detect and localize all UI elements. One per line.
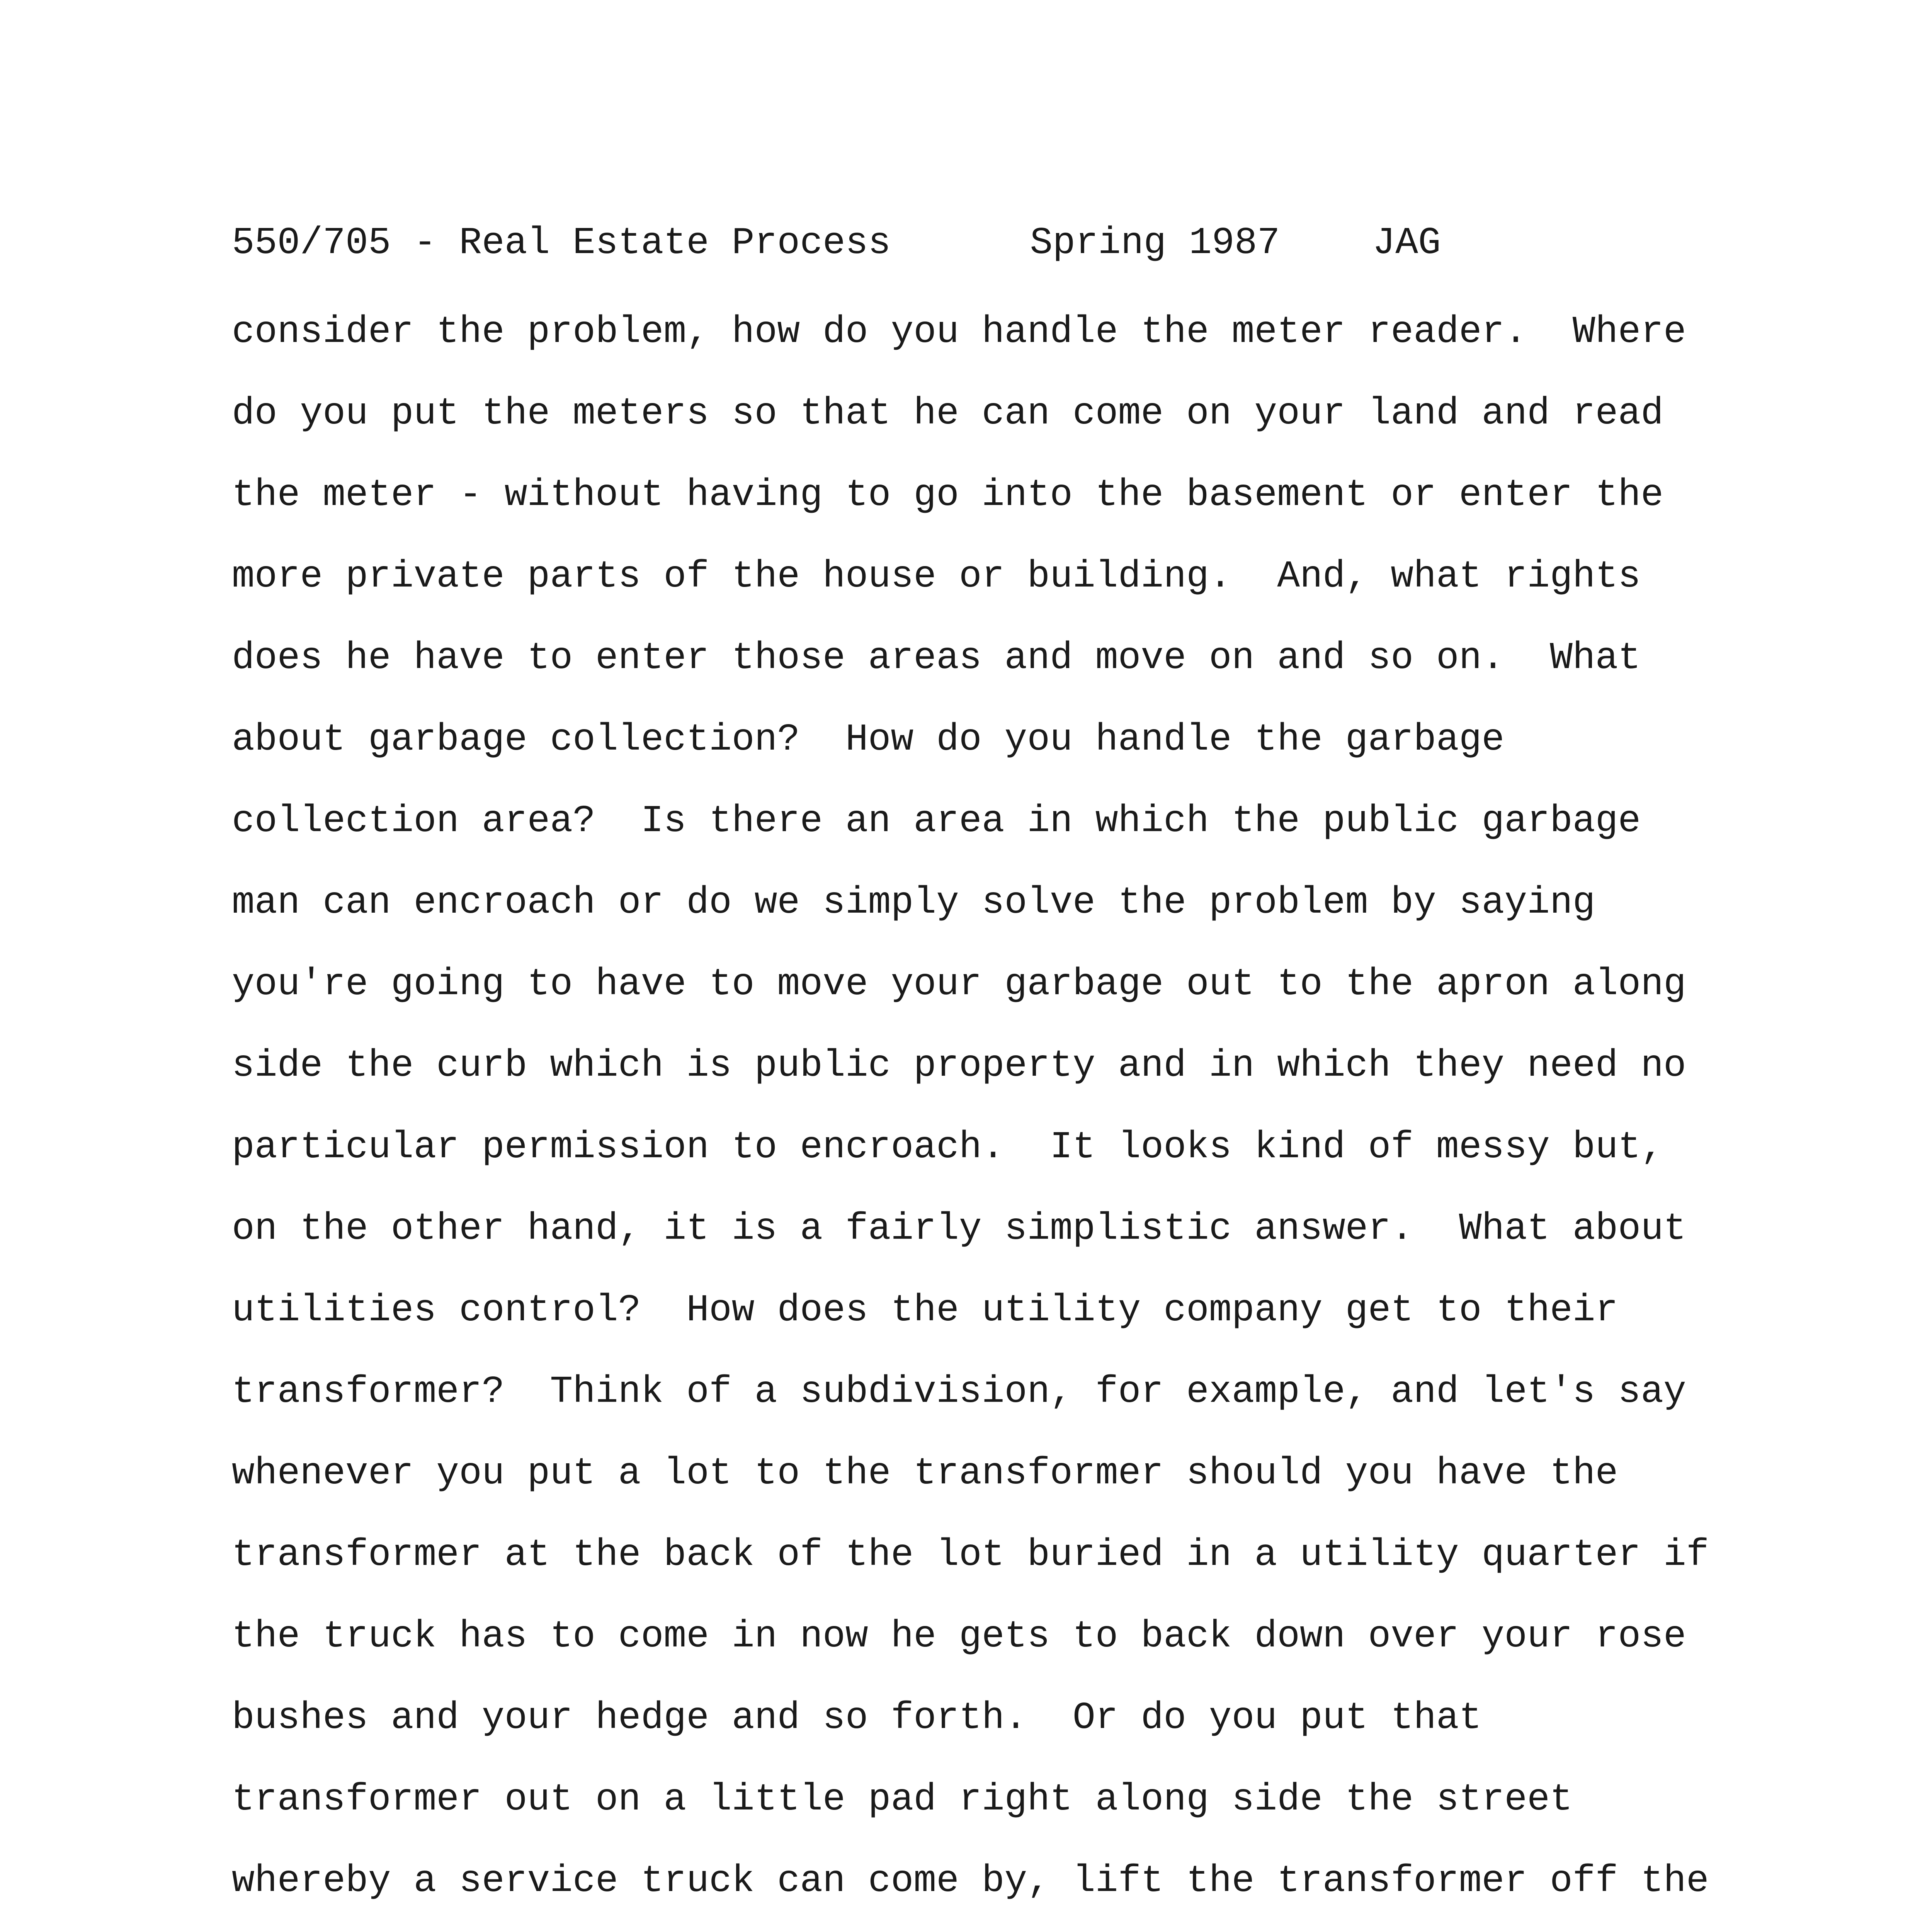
text-line: particular permission to encroach. It looks kind of messy but, xyxy=(232,1126,1664,1169)
term: Spring 1987 xyxy=(1030,222,1280,265)
text-line: man can encroach or do we simply solve the problem by saying xyxy=(232,881,1595,924)
text-line: side the curb which is public property and in which they need no xyxy=(232,1044,1686,1087)
text-line: you're going to have to move your garbage out to the apron along xyxy=(232,963,1686,1006)
text-line: consider the problem, how do you handle the meter reader. Where xyxy=(232,311,1686,354)
course-title: 550/705 - Real Estate Process xyxy=(232,222,891,265)
text-line: more private parts of the house or building. And, what rights xyxy=(232,555,1641,598)
text-line: does he have to enter those areas and move on and so on. What xyxy=(232,637,1641,680)
text-line: transformer at the back of the lot buried in a utility quarter if xyxy=(232,1534,1709,1577)
body-text xyxy=(232,301,1855,1932)
text-line: do you put the meters so that he can come on your land and read xyxy=(232,392,1664,435)
text-line: whereby a service truck can come by, lift the transformer off the xyxy=(232,1860,1709,1903)
text-line: utilities control? How does the utility company get to their xyxy=(232,1289,1618,1332)
text-line: transformer? Think of a subdivision, for example, and let's say xyxy=(232,1371,1686,1413)
text-line: bushes and your hedge and so forth. Or do you put that xyxy=(232,1697,1482,1740)
page-header xyxy=(232,220,1441,267)
text-line: collection area? Is there an area in which the public garbage xyxy=(232,800,1641,843)
text-line: about garbage collection? How do you handle the garbage xyxy=(232,718,1505,761)
text-line: whenever you put a lot to the transformer should you have the xyxy=(232,1452,1618,1495)
text-line: on the other hand, it is a fairly simplistic answer. What about xyxy=(232,1208,1686,1250)
text-line: the meter - without having to go into the basement or enter the xyxy=(232,474,1664,517)
text-line: transformer out on a little pad right along side the street xyxy=(232,1778,1573,1821)
text-line: the truck has to come in now he gets to back down over your rose xyxy=(232,1615,1686,1658)
author-initials: JAG xyxy=(1372,222,1441,265)
